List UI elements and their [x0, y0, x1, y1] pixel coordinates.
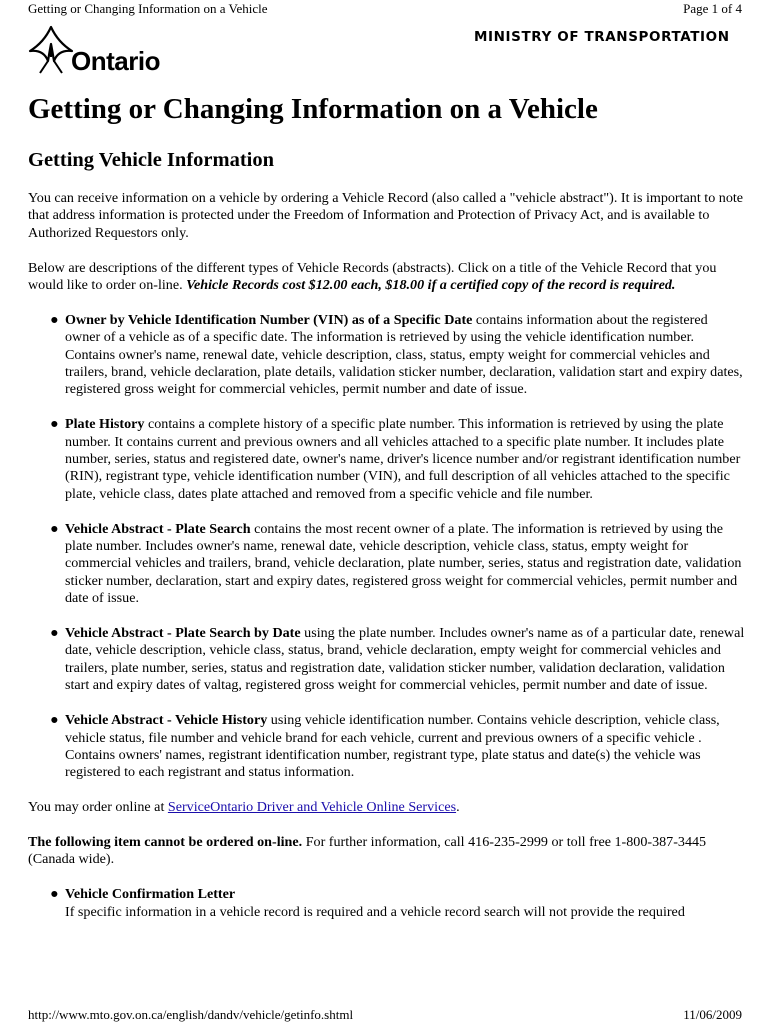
letter-description: If specific information in a vehicle record is required and a vehicle record search will not provide the required	[65, 903, 685, 920]
list-item	[50, 311, 746, 399]
ontario-logo[interactable]	[27, 24, 172, 80]
record-description: contains a complete history of a specific plate number. This information is retrieved by using the plate number. It contains current and previous owners and all vehicles attached to a specific plate number. It includes plate number, series, status and registered date, owner's name, driver's licence number and/or registrant identification number (RIN), registrant type, vehicle identification number (VIN), and full description of all vehicles attached to the specific plate, vehicle class, dates plate attached and removed from a specific vehicle and file number.	[65, 416, 741, 502]
footer-date: 11/06/2009	[683, 1007, 742, 1022]
record-description: contains information about the registered owner of a vehicle as of a specific date. The information is retrieved by using the vehicle identification number. Contains owner's name, renewal date, vehicle description, class, status, empty weight for commercial vehicles and trailers, brand, vehicle declaration, plate details, validation sticker number, declaration, validation start and expiry dates, registered gross weight for commercial vehicles, permit number and date of issue.	[65, 311, 743, 398]
offline-list	[50, 886, 746, 921]
offline-note: The following item cannot be ordered on-line.	[28, 833, 303, 850]
footer-url: http://www.mto.gov.on.ca/english/dandv/vehicle/getinfo.shtml	[28, 1007, 354, 1022]
service-ontario-link[interactable]: ServiceOntario Driver and Vehicle Online Services	[167, 799, 457, 816]
order-prefix: You may order online at	[28, 799, 168, 816]
bullet-icon: ●	[50, 311, 59, 328]
descriptions-text: Below are descriptions of the different types of Vehicle Records (abstracts). Click on a title of the Vehicle Record that you would like to order on-line.	[28, 259, 717, 294]
bullet-icon: ●	[50, 520, 59, 537]
list-item	[50, 886, 746, 921]
page-indicator: Page 1 of 4	[683, 1, 742, 16]
record-title[interactable]: Plate History	[65, 416, 145, 433]
record-title[interactable]: Vehicle Abstract - Plate Search	[65, 520, 251, 537]
list-item	[50, 712, 746, 782]
intro-paragraph: You can receive information on a vehicle by ordering a Vehicle Record (also called a "vehicle abstract"). It is important to note that address information is protected under the Freedom of Information and Protection of Privacy Act, and is available to Authorized Requestors only.	[28, 190, 744, 241]
section-heading: Getting Vehicle Information	[28, 149, 274, 171]
bullet-icon: ●	[50, 625, 59, 642]
record-list	[50, 311, 746, 782]
descriptions-paragraph	[28, 260, 746, 295]
cost-note: Vehicle Records cost $12.00 each, $18.00 if a certified copy of the record is required.	[186, 277, 676, 294]
print-header-title: Getting or Changing Information on a Vehicle	[28, 1, 268, 16]
record-description: contains the most recent owner of a plate. The information is retrieved by using the plate number. Includes owner's name, renewal date, vehicle description, vehicle class, status, empty weight for commercial vehicles and trailers, brand, vehicle declaration, plate number, series, status and registration date, validation sticker number, declaration, start and expiry dates, registered gross weight for commercial vehicles, permit number and date of issue.	[65, 520, 742, 607]
letter-title: Vehicle Confirmation Letter	[65, 886, 236, 903]
ontario-wordmark: Ontario	[71, 46, 160, 76]
print-footer	[28, 1007, 742, 1023]
page-title: Getting or Changing Information on a Vehicle	[28, 93, 598, 125]
ministry-name: MINISTRY OF TRANSPORTATION	[474, 29, 730, 45]
offline-contact: For further information, call 416-235-2999 or toll free 1-800-387-3445 (Canada wide).	[28, 833, 707, 868]
record-title[interactable]: Vehicle Abstract - Plate Search by Date	[65, 625, 301, 642]
offline-paragraph	[28, 834, 746, 869]
main-content	[28, 190, 746, 938]
record-description: using the plate number. Includes owner's name as of a particular date, renewal date, vehicle description, vehicle class, status, brand, vehicle declaration, empty weight for commercial vehicles and trailers, plate number, series, status and registration date, validation sticker number, validation declaration, validation start and expiry dates of valtag, registered gross weight for commercial vehicles, permit number and date of issue.	[65, 625, 745, 694]
record-title[interactable]: Vehicle Abstract - Vehicle History	[65, 712, 268, 729]
print-header	[28, 1, 742, 17]
order-paragraph	[28, 799, 746, 816]
bullet-icon: ●	[50, 416, 59, 433]
order-suffix: .	[456, 799, 460, 816]
list-item	[50, 625, 746, 695]
list-item	[50, 416, 746, 503]
trillium-icon	[27, 24, 75, 76]
record-description: using vehicle identification number. Contains vehicle description, vehicle class, vehicle status, file number and vehicle brand for each vehicle, current and previous owners of a specific vehicle . Contains owners' names, registrant identification number, registrant type, plate status and date(s) the vehicle was registered to each registrant and status information.	[65, 712, 720, 781]
bullet-icon: ●	[50, 886, 59, 903]
bullet-icon: ●	[50, 712, 59, 729]
list-item	[50, 520, 746, 608]
record-title[interactable]: Owner by Vehicle Identification Number (VIN) as of a Specific Date	[65, 311, 473, 328]
